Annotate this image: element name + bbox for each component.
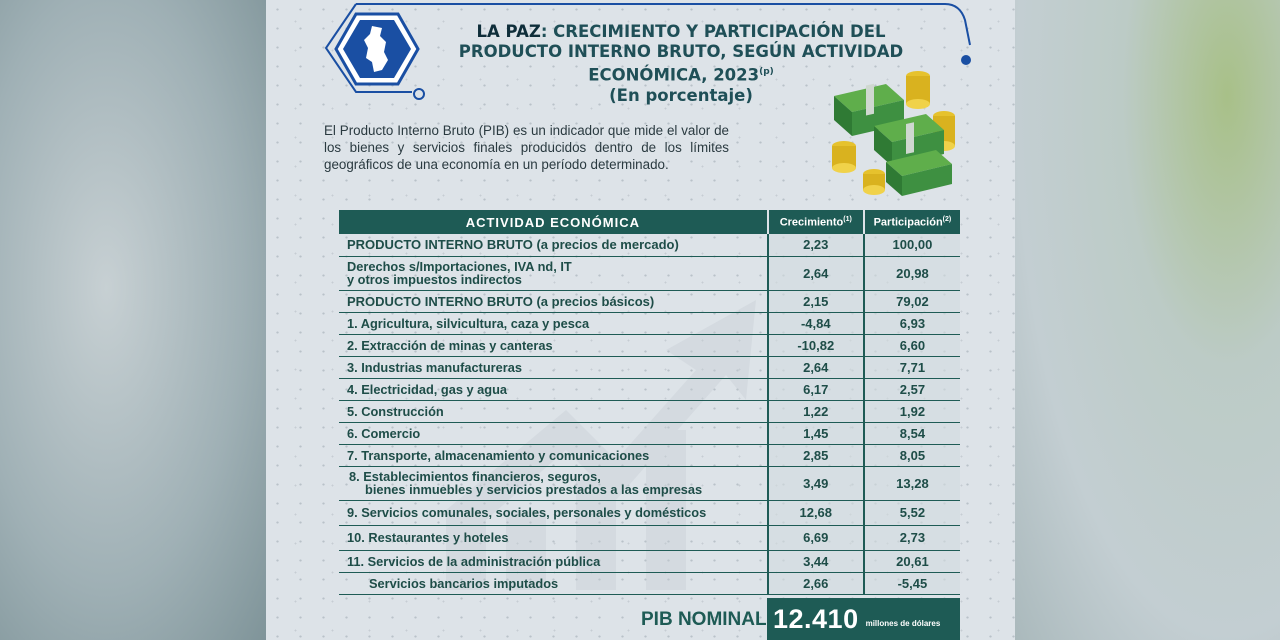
row-activity-label: [339, 572, 768, 594]
row-growth-value: 12,68: [768, 500, 864, 525]
row-label-line-1: Servicios bancarios imputados: [369, 575, 559, 591]
row-share-value: 5,52: [864, 500, 960, 525]
nominal-gdp-value: 12.410: [773, 603, 859, 634]
row-label-line-1: 8. Establecimientos financieros, seguros,: [349, 469, 601, 484]
nominal-gdp-label: PIB NOMINAL: [641, 609, 767, 630]
row-label-line-1: PRODUCTO INTERNO BRUTO (a precios básicos): [347, 293, 655, 309]
gdp-table: [339, 210, 960, 595]
bolivia-la-paz-map-icon: [334, 12, 420, 86]
row-activity-label: [339, 356, 768, 378]
title-place: LA PAZ: [476, 22, 541, 41]
row-activity-label: [339, 444, 768, 466]
row-growth-value: 3,49: [768, 466, 864, 500]
nominal-gdp-box: [767, 598, 960, 640]
row-growth-value: -10,82: [768, 334, 864, 356]
column-header-activity: ACTIVIDAD ECONÓMICA: [339, 210, 768, 234]
row-growth-value: 2,15: [768, 290, 864, 312]
table-row: [339, 334, 960, 356]
row-activity-label: [339, 400, 768, 422]
table-row: [339, 378, 960, 400]
row-label-line-2: y otros impuestos indirectos: [347, 272, 522, 287]
row-share-value: 79,02: [864, 290, 960, 312]
row-activity-label: [339, 378, 768, 400]
infographic-poster: [266, 0, 1015, 640]
row-label-line-1: 1. Agricultura, silvicultura, caza y pesca: [347, 315, 590, 331]
growth-header-label: Crecimiento: [779, 216, 844, 229]
share-header-label: Participación: [873, 216, 943, 229]
money-stack-icon: [826, 66, 956, 201]
background-blur-right: [1015, 0, 1280, 640]
row-label-line-1: Derechos s/Importaciones, IVA nd, IT: [347, 259, 572, 274]
intro-paragraph: El Producto Interno Bruto (PIB) es un indicador que mide el valor de los bienes y servicios finales producidos dentro de los límites geográficos de una economía en un período determinado.: [324, 123, 729, 172]
row-label-line-1: 7. Transporte, almacenamiento y comunicaciones: [347, 447, 650, 463]
row-label-line-1: 6. Comercio: [347, 425, 421, 441]
row-activity-label: [339, 466, 768, 500]
table-header-row: [339, 210, 960, 234]
row-share-value: 13,28: [864, 466, 960, 500]
background-blur-left: [0, 0, 266, 640]
table-row: [339, 422, 960, 444]
row-growth-value: 1,45: [768, 422, 864, 444]
row-growth-value: 6,17: [768, 378, 864, 400]
row-growth-value: 2,64: [768, 356, 864, 378]
row-label-line-1: 3. Industrias manufactureras: [347, 359, 522, 375]
row-label-line-1: PRODUCTO INTERNO BRUTO (a precios de mercado): [347, 237, 679, 253]
row-activity-label: [339, 550, 768, 572]
row-share-value: 6,93: [864, 312, 960, 334]
row-growth-value: 3,44: [768, 550, 864, 572]
table-row: [339, 572, 960, 594]
growth-header-superscript: (1): [843, 215, 852, 223]
row-share-value: 2,57: [864, 378, 960, 400]
table-row: [339, 290, 960, 312]
row-share-value: 1,92: [864, 400, 960, 422]
row-label-line-2: bienes inmuebles y servicios prestados a las empresas: [365, 482, 703, 497]
table-row: [339, 444, 960, 466]
row-activity-label: [339, 290, 768, 312]
column-header-share: [864, 210, 960, 234]
row-share-value: -5,45: [864, 572, 960, 594]
row-label-line-1: 2. Extracción de minas y canteras: [347, 337, 553, 353]
row-growth-value: 2,23: [768, 234, 864, 256]
row-activity-label: [339, 312, 768, 334]
row-activity-label: [339, 256, 768, 290]
row-share-value: 8,05: [864, 444, 960, 466]
page-subtitle: (En porcentaje): [609, 85, 753, 105]
table-row: [339, 312, 960, 334]
table-row: [339, 500, 960, 525]
table-row: [339, 525, 960, 550]
row-growth-value: 6,69: [768, 525, 864, 550]
share-header-superscript: (2): [942, 215, 952, 223]
row-label-line-1: 4. Electricidad, gas y agua: [347, 381, 508, 397]
row-growth-value: 2,85: [768, 444, 864, 466]
table-row: [339, 234, 960, 256]
table-row: [339, 256, 960, 290]
row-share-value: 20,61: [864, 550, 960, 572]
row-label-line-1: 9. Servicios comunales, sociales, personales y domésticos: [347, 505, 707, 520]
table-row: [339, 550, 960, 572]
title-superscript: (p): [759, 67, 774, 77]
table-row: [339, 400, 960, 422]
row-label-line-1: 11. Servicios de la administración pública: [347, 553, 601, 569]
row-activity-label: [339, 422, 768, 444]
row-share-value: 7,71: [864, 356, 960, 378]
row-share-value: 2,73: [864, 525, 960, 550]
nominal-gdp-unit: millones de dólares: [865, 618, 941, 628]
row-activity-label: [339, 525, 768, 550]
row-growth-value: -4,84: [768, 312, 864, 334]
row-share-value: 6,60: [864, 334, 960, 356]
row-growth-value: 2,64: [768, 256, 864, 290]
column-header-growth: [768, 210, 864, 234]
table-row: [339, 466, 960, 500]
row-growth-value: 1,22: [768, 400, 864, 422]
table-row: [339, 356, 960, 378]
row-share-value: 20,98: [864, 256, 960, 290]
row-growth-value: 2,66: [768, 572, 864, 594]
row-label-line-1: 10. Restaurantes y hoteles: [347, 530, 509, 545]
title-text: : CRECIMIENTO Y PARTICIPACIÓN DEL PRODUCTO INTERNO BRUTO, SEGÚN ACTIVIDAD ECONÓMICA, 2023: [458, 22, 904, 85]
row-activity-label: [339, 234, 768, 256]
row-label-line-1: 5. Construcción: [347, 403, 444, 419]
row-share-value: 8,54: [864, 422, 960, 444]
row-activity-label: [339, 500, 768, 525]
row-share-value: 100,00: [864, 234, 960, 256]
row-activity-label: [339, 334, 768, 356]
